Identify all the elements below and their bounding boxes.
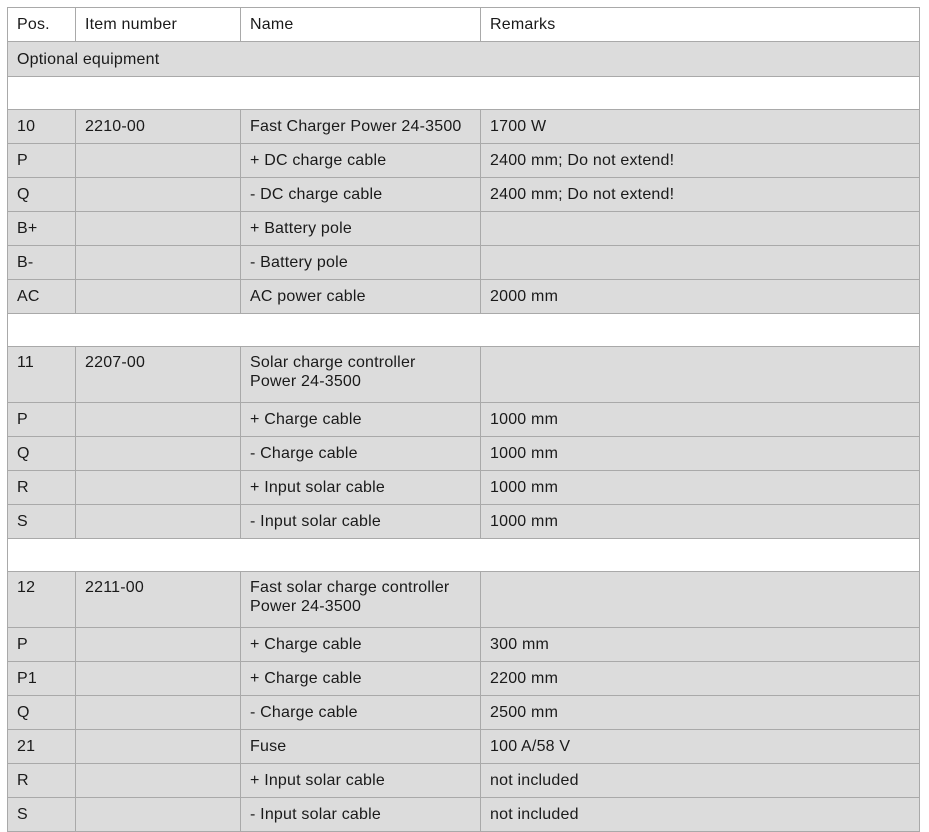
table-row	[8, 730, 920, 764]
table-row	[8, 662, 920, 696]
item-number-cell	[76, 730, 241, 764]
table-row	[8, 628, 920, 662]
remarks-cell	[481, 212, 920, 246]
table-row	[8, 505, 920, 539]
item-number-cell	[76, 798, 241, 832]
item-number-cell	[76, 662, 241, 696]
remarks-cell	[481, 246, 920, 280]
name-line-2: Power 24-3500	[250, 598, 362, 615]
remarks-cell: 2000 mm	[481, 280, 920, 314]
item-number-cell	[76, 471, 241, 505]
item-number-cell: 2207-00	[76, 347, 241, 403]
item-number-cell	[76, 212, 241, 246]
item-number-cell: 2210-00	[76, 110, 241, 144]
table-row	[8, 110, 920, 144]
item-number-cell	[76, 628, 241, 662]
name-cell	[241, 572, 481, 628]
remarks-cell: 1000 mm	[481, 505, 920, 539]
name-cell	[241, 347, 481, 403]
pos-cell: P	[8, 628, 76, 662]
item-number-cell	[76, 764, 241, 798]
pos-cell: P	[8, 403, 76, 437]
remarks-cell: 1700 W	[481, 110, 920, 144]
pos-cell: 10	[8, 110, 76, 144]
remarks-cell	[481, 347, 920, 403]
remarks-cell	[481, 572, 920, 628]
pos-cell: Q	[8, 178, 76, 212]
item-number-cell	[76, 437, 241, 471]
remarks-cell: 2200 mm	[481, 662, 920, 696]
name-cell: Fast Charger Power 24-3500	[241, 110, 481, 144]
item-number-cell	[76, 246, 241, 280]
group-spacer	[8, 77, 920, 110]
table-row	[8, 178, 920, 212]
pos-cell: B+	[8, 212, 76, 246]
table-row	[8, 347, 920, 403]
item-number-cell	[76, 403, 241, 437]
parts-table	[7, 7, 920, 832]
table-row	[8, 246, 920, 280]
table-row	[8, 280, 920, 314]
pos-cell: S	[8, 505, 76, 539]
name-cell: - Input solar cable	[241, 798, 481, 832]
spacer-cell	[8, 77, 920, 110]
name-cell: Fuse	[241, 730, 481, 764]
table-row	[8, 798, 920, 832]
pos-cell: 12	[8, 572, 76, 628]
table-body	[8, 42, 920, 832]
remarks-cell: not included	[481, 764, 920, 798]
group-spacer	[8, 539, 920, 572]
table-row	[8, 696, 920, 730]
item-number-cell	[76, 696, 241, 730]
name-cell: + Battery pole	[241, 212, 481, 246]
pos-cell: B-	[8, 246, 76, 280]
section-row	[8, 42, 920, 77]
name-cell: + Charge cable	[241, 662, 481, 696]
item-number-cell	[76, 505, 241, 539]
name-cell: + Charge cable	[241, 403, 481, 437]
pos-cell: S	[8, 798, 76, 832]
pos-cell: Q	[8, 437, 76, 471]
spacer-cell	[8, 314, 920, 347]
table-row	[8, 471, 920, 505]
name-cell: AC power cable	[241, 280, 481, 314]
table-row	[8, 437, 920, 471]
remarks-cell: 1000 mm	[481, 403, 920, 437]
name-cell: + Charge cable	[241, 628, 481, 662]
remarks-cell: 300 mm	[481, 628, 920, 662]
remarks-cell: 2500 mm	[481, 696, 920, 730]
section-title: Optional equipment	[8, 42, 920, 77]
table-row	[8, 572, 920, 628]
pos-cell: Q	[8, 696, 76, 730]
name-cell: + Input solar cable	[241, 764, 481, 798]
remarks-cell: 1000 mm	[481, 471, 920, 505]
table-row	[8, 764, 920, 798]
table-row	[8, 403, 920, 437]
name-cell: - Battery pole	[241, 246, 481, 280]
remarks-cell: not included	[481, 798, 920, 832]
remarks-cell: 2400 mm; Do not extend!	[481, 178, 920, 212]
group-spacer	[8, 314, 920, 347]
pos-cell: AC	[8, 280, 76, 314]
name-cell: - Input solar cable	[241, 505, 481, 539]
pos-cell: R	[8, 764, 76, 798]
table-row	[8, 144, 920, 178]
name-cell: + DC charge cable	[241, 144, 481, 178]
remarks-cell: 1000 mm	[481, 437, 920, 471]
item-number-cell	[76, 178, 241, 212]
pos-cell: P1	[8, 662, 76, 696]
header-pos: Pos.	[8, 8, 76, 42]
header-name: Name	[241, 8, 481, 42]
name-cell: - Charge cable	[241, 437, 481, 471]
remarks-cell: 100 A/58 V	[481, 730, 920, 764]
name-cell: - DC charge cable	[241, 178, 481, 212]
item-number-cell	[76, 144, 241, 178]
pos-cell: 21	[8, 730, 76, 764]
name-line-1: Solar charge controller	[250, 354, 416, 371]
pos-cell: R	[8, 471, 76, 505]
header-item-number: Item number	[76, 8, 241, 42]
remarks-cell: 2400 mm; Do not extend!	[481, 144, 920, 178]
header-row	[8, 8, 920, 42]
name-line-1: Fast solar charge controller	[250, 579, 450, 596]
name-cell: + Input solar cable	[241, 471, 481, 505]
header-remarks: Remarks	[481, 8, 920, 42]
item-number-cell	[76, 280, 241, 314]
name-cell: - Charge cable	[241, 696, 481, 730]
spacer-cell	[8, 539, 920, 572]
table-row	[8, 212, 920, 246]
pos-cell: 11	[8, 347, 76, 403]
name-line-2: Power 24-3500	[250, 373, 362, 390]
item-number-cell: 2211-00	[76, 572, 241, 628]
pos-cell: P	[8, 144, 76, 178]
